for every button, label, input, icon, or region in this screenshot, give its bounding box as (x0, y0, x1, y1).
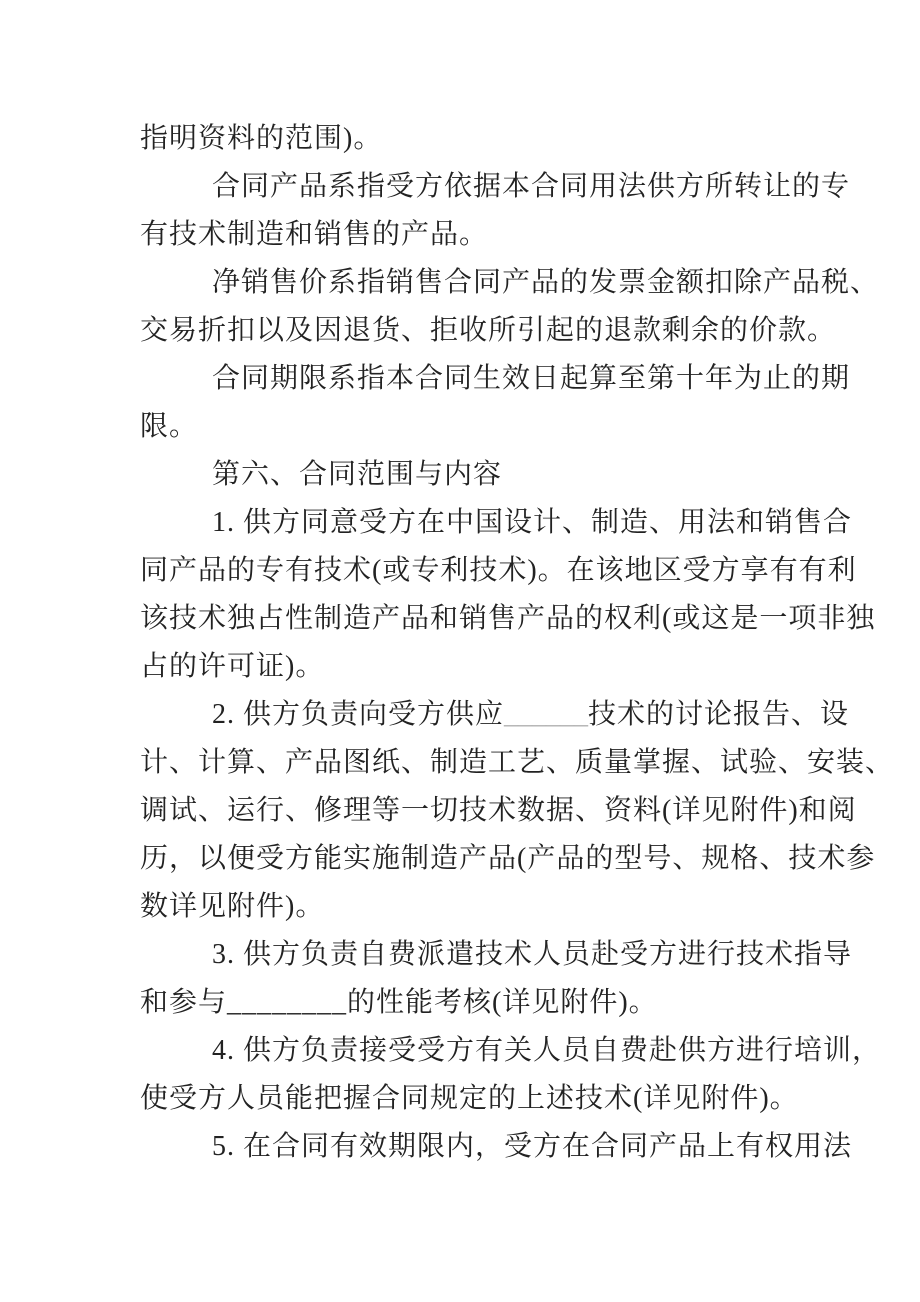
contract-line: 占的许可证)。 (140, 651, 325, 682)
line-text: 2. 供方负责向受方供应 (212, 699, 505, 730)
contract-line: 计、计算、产品图纸、制造工艺、质量掌握、试验、安装、 (140, 747, 895, 778)
fill-in-blank: ______ (504, 699, 589, 730)
contract-section-heading: 第六、合同范围与内容 (212, 459, 503, 490)
contract-line: 指明资料的范围)。 (140, 123, 383, 154)
contract-line: 合同产品系指受方依据本合同用法供方所转让的专 (212, 171, 851, 202)
contract-line: 调试、运行、修理等一切技术数据、资料(详见附件)和阅 (140, 795, 857, 826)
contract-line: 1. 供方同意受方在中国设计、制造、用法和销售合 (212, 507, 853, 538)
contract-line: 限。 (140, 411, 199, 442)
contract-line: 有技术制造和销售的产品。 (140, 219, 489, 250)
contract-line: 交易折扣以及因退货、拒收所引起的退款剩余的价款。 (140, 315, 837, 346)
contract-line: 5. 在合同有效期限内，受方在合同产品上有权用法 (212, 1131, 853, 1162)
contract-line: 同产品的专有技术(或专利技术)。在该地区受方享有有利 (140, 555, 857, 586)
contract-line: 和参与________的性能考核(详见附件)。 (140, 987, 658, 1018)
contract-line (140, 691, 850, 739)
contract-body (140, 115, 895, 1171)
contract-line: 3. 供方负责自费派遣技术人员赴受方进行技术指导 (212, 939, 853, 970)
contract-line: 合同期限系指本合同生效日起算至第十年为止的期 (212, 363, 851, 394)
contract-line: 4. 供方负责接受受方有关人员自费赴供方进行培训， (212, 1035, 882, 1066)
contract-line: 该技术独占性制造产品和销售产品的权利(或这是一项非独 (140, 603, 876, 634)
contract-line: 数详见附件)。 (140, 891, 325, 922)
line-text: 技术的讨论报告、设 (588, 699, 850, 730)
contract-line: 历，以便受方能实施制造产品(产品的型号、规格、技术参 (140, 843, 876, 874)
contract-line: 使受方人员能把握合同规定的上述技术(详见附件)。 (140, 1083, 799, 1114)
contract-line: 净销售价系指销售合同产品的发票金额扣除产品税、 (212, 267, 880, 298)
